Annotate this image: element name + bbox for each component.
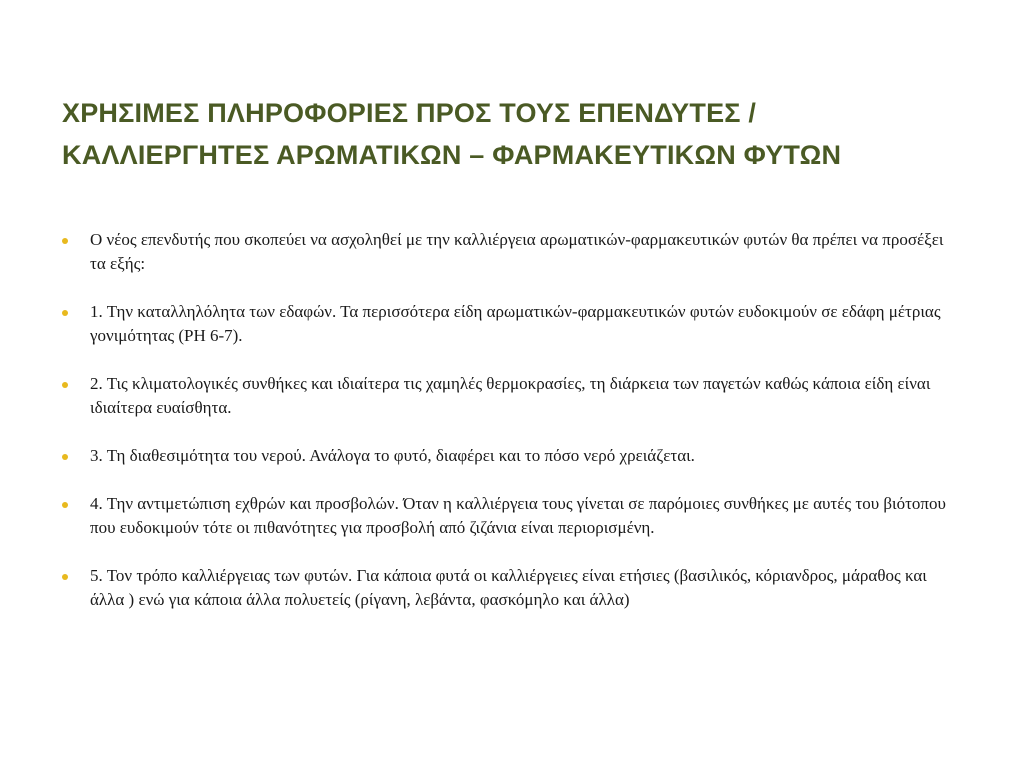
bullet-dot-icon xyxy=(62,502,68,508)
bullet-item-5 xyxy=(62,564,962,612)
bullet-text: 3. Τη διαθεσιμότητα του νερού. Ανάλογα το φυτό, διαφέρει και το πόσο νερό χρειάζεται. xyxy=(90,446,695,465)
bullet-item-1 xyxy=(62,300,962,348)
bullet-text: Ο νέος επενδυτής που σκοπεύει να ασχοληθεί με την καλλιέργεια αρωματικών-φαρμακευτικών φυτών θα πρέπει να προσέξει τα εξής: xyxy=(90,230,944,273)
slide-title xyxy=(62,92,962,176)
slide-title-line-2: ΚΑΛΛΙΕΡΓΗΤΕΣ ΑΡΩΜΑΤΙΚΩΝ – ΦΑΡΜΑΚΕΥΤΙΚΩΝ ΦΥΤΩΝ xyxy=(62,140,842,170)
bullet-dot-icon xyxy=(62,382,68,388)
bullet-text: 2. Τις κλιματολογικές συνθήκες και ιδιαίτερα τις χαμηλές θερμοκρασίες, τη διάρκεια των παγετών καθώς κάποια είδη είναι ιδιαίτερα ευαίσθητα. xyxy=(90,374,931,417)
bullet-item-2 xyxy=(62,372,962,420)
bullet-item-4 xyxy=(62,492,962,540)
bullet-list xyxy=(62,228,962,636)
bullet-dot-icon xyxy=(62,454,68,460)
bullet-item-intro xyxy=(62,228,962,276)
bullet-text: 1. Την καταλληλόλητα των εδαφών. Τα περισσότερα είδη αρωματικών-φαρμακευτικών φυτών ευδοκιμούν σε εδάφη μέτριας γονιμότητας (PH 6-7). xyxy=(90,302,941,345)
bullet-dot-icon xyxy=(62,574,68,580)
bullet-dot-icon xyxy=(62,310,68,316)
slide-title-line-1: ΧΡΗΣΙΜΕΣ ΠΛΗΡΟΦΟΡΙΕΣ ΠΡΟΣ ΤΟΥΣ ΕΠΕΝΔΥΤΕΣ / xyxy=(62,98,757,128)
bullet-dot-icon xyxy=(62,238,68,244)
bullet-item-3 xyxy=(62,444,962,468)
bullet-text: 4. Την αντιμετώπιση εχθρών και προσβολών. Όταν η καλλιέργεια τους γίνεται σε παρόμοιες συνθήκες με αυτές του βιότοπου που ευδοκιμούν τότε οι πιθανότητες για προσβολή από ζιζάνια είναι περιορισμένη. xyxy=(90,494,946,537)
bullet-text: 5. Τον τρόπο καλλιέργειας των φυτών. Για κάποια φυτά οι καλλιέργειες είναι ετήσιες (βασιλικός, κόριανδρος, μάραθος και άλλα ) ενώ για κάποια άλλα πολυετείς (ρίγανη, λεβάντα, φασκόμηλο και άλλα) xyxy=(90,566,927,609)
